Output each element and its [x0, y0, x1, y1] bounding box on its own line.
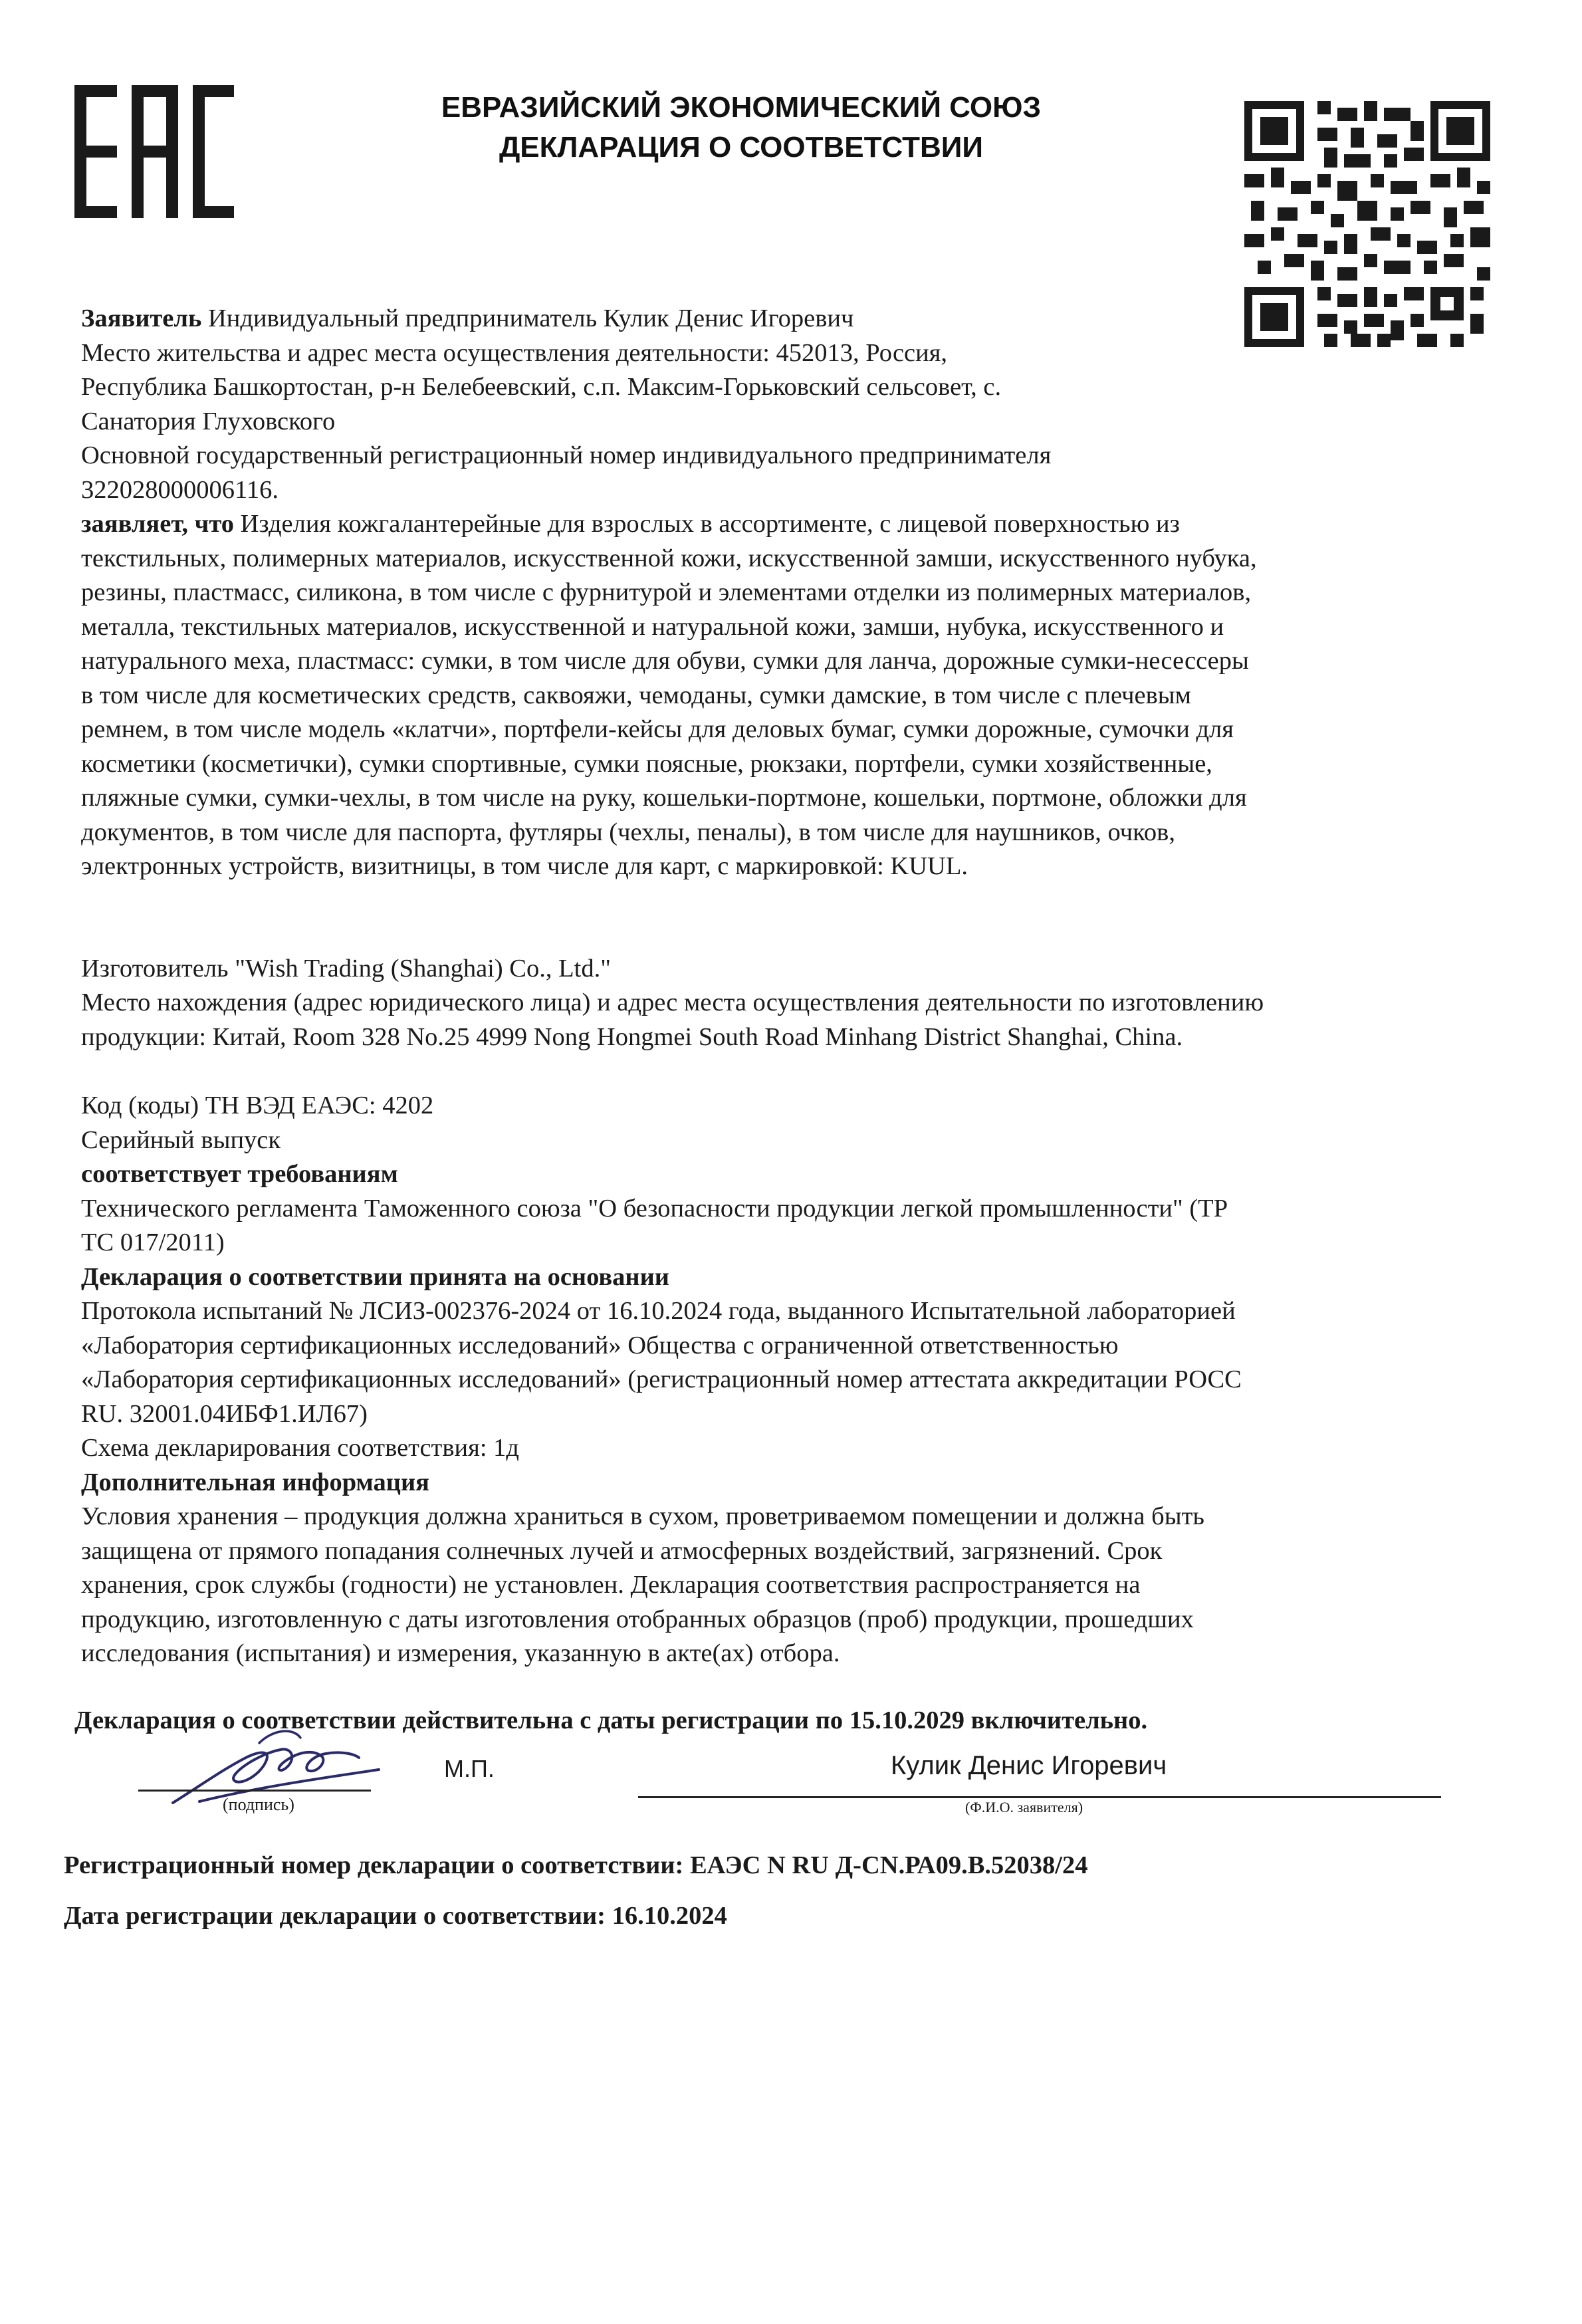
name-underline: [638, 1796, 1441, 1798]
product-l7: ремнем, в том числе модель «клатчи», портфели-кейсы для деловых бумаг, сумки дорожные, сумочки для: [81, 715, 1234, 743]
product-l6: в том числе для косметических средств, саквояжи, чемоданы, сумки дамские, в том числе с плечевым: [81, 681, 1192, 709]
declares-line: [81, 507, 1504, 542]
registration-date: Дата регистрации декларации о соответствии: 16.10.2024: [64, 1902, 727, 1930]
manufacturer-l1: Изготовитель "Wish Trading (Shanghai) Co., Ltd.": [81, 954, 611, 983]
applicant-address-l2: Республика Башкортостан, р-н Белебеевский, с.п. Максим-Горьковский сельсовет, с.: [81, 373, 1002, 401]
product-l3: резины, пластмасс, силикона, в том числе с фурнитурой и элементами отделки из полимерных материалов,: [81, 578, 1252, 606]
declaration-scheme: Схема декларирования соответствия: 1д: [81, 1434, 520, 1462]
product-l8: косметики (косметички), сумки спортивные, сумки поясные, рюкзаки, портфели, сумки хозяйственные,: [81, 749, 1212, 778]
complies-label: соответствует требованиям: [81, 1160, 398, 1188]
additional-l2: защищена от прямого попадания солнечных лучей и атмосферных воздействий, загрязнений. Срок: [81, 1536, 1163, 1565]
document-heading: [279, 88, 1203, 168]
additional-l3: хранения, срок службы (годности) не установлен. Декларация соответствия распространяется на: [81, 1571, 1141, 1599]
regulation-l2: ТС 017/2011): [81, 1228, 225, 1256]
validity-statement: Декларация о соответствии действительна с даты регистрации по 15.10.2029 включительно.: [74, 1706, 1148, 1734]
product-l10: документов, в том числе для паспорта, футляры (чехлы, пеналы), в том числе для наушников, очков,: [81, 818, 1175, 846]
applicant-address-l3: Санатория Глуховского: [81, 407, 336, 435]
declares-label: заявляет, что: [81, 510, 234, 538]
declaration-body: [81, 302, 1504, 1671]
stamp-place-label: М.П.: [444, 1755, 495, 1782]
signature-block: [0, 1736, 1582, 1829]
regulation-l1: Технического регламента Таможенного союза "О безопасности продукции легкой промышленности" (ТР: [81, 1194, 1228, 1222]
product-l9: пляжные сумки, сумки-чехлы, в том числе на руку, кошельки-портмоне, кошельки, портмоне, обложки для: [81, 784, 1247, 812]
name-caption: (Ф.И.О. заявителя): [965, 1799, 1083, 1815]
applicant-label: Заявитель: [81, 304, 202, 332]
basis-l1: Протокола испытаний № ЛСИЗ-002376-2024 от 16.10.2024 года, выданного Испытательной лабораторией: [81, 1297, 1236, 1325]
basis-label: Декларация о соответствии принята на основании: [81, 1262, 669, 1291]
heading-declaration: ДЕКЛАРАЦИЯ О СООТВЕТСТВИИ: [499, 131, 984, 164]
basis-l2: «Лаборатория сертификационных исследований» Общества с ограниченной ответственностью: [81, 1331, 1119, 1359]
applicant-ogrn-l1: Основной государственный регистрационный номер индивидуального предпринимателя: [81, 441, 1052, 469]
additional-l4: продукцию, изготовленную с даты изготовления отобранных образцов (проб) продукции, прошедших: [81, 1605, 1194, 1633]
manufacturer-l2: Место нахождения (адрес юридического лица) и адрес места осуществления деятельности по изготовлению: [81, 988, 1264, 1016]
heading-union: ЕВРАЗИЙСКИЙ ЭКОНОМИЧЕСКИЙ СОЮЗ: [441, 91, 1042, 124]
product-l5: натурального меха, пластмасс: сумки, в том числе для обуви, сумки для ланча, дорожные сумки-несессеры: [81, 647, 1249, 675]
declares-l1: Изделия кожгалантерейные для взрослых в ассортименте, с лицевой поверхностью из: [234, 510, 1180, 538]
product-l2: текстильных, полимерных материалов, искусственной кожи, искусственной замши, искусственного нубука,: [81, 544, 1257, 572]
additional-label: Дополнительная информация: [81, 1468, 429, 1496]
applicant-name: Индивидуальный предприниматель Кулик Денис Игоревич: [201, 304, 854, 332]
signature-caption: (подпись): [223, 1795, 294, 1814]
eac-logo-icon: [74, 85, 234, 218]
basis-l3: «Лаборатория сертификационных исследований» (регистрационный номер аттестата аккредитации РОСС: [81, 1365, 1242, 1393]
basis-l4: RU. 32001.04ИБФ1.ИЛ67): [81, 1399, 368, 1428]
manufacturer-l3: продукции: Китай, Room 328 No.25 4999 Nong Hongmei South Road Minhang District Shanghai, China.: [81, 1022, 1183, 1051]
registration-number: Регистрационный номер декларации о соответствии: ЕАЭС N RU Д-CN.РА09.В.52038/24: [64, 1851, 1088, 1879]
signature-underline: [138, 1790, 371, 1792]
applicant-ogrn-l2: 322028000006116.: [81, 475, 279, 504]
applicant-line: [81, 302, 1504, 336]
applicant-address-l1: Место жительства и адрес места осуществления деятельности: 452013, Россия,: [81, 338, 948, 367]
additional-l1: Условия хранения – продукция должна храниться в сухом, проветриваемом помещении и должна быть: [81, 1502, 1204, 1530]
signature-icon: [160, 1723, 439, 1823]
tnved-code: Код (коды) ТН ВЭД ЕАЭС: 4202: [81, 1092, 434, 1119]
signer-name: Кулик Денис Игоревич: [891, 1751, 1167, 1780]
serial-release: Серийный выпуск: [81, 1125, 281, 1154]
product-l4: металла, текстильных материалов, искусственной и натуральной кожи, замши, нубука, искусственного и: [81, 612, 1224, 641]
additional-l5: исследования (испытания) и измерения, указанную в акте(ах) отбора.: [81, 1639, 840, 1667]
product-l11: электронных устройств, визитницы, в том числе для карт, с маркировкой: KUUL.: [81, 852, 968, 880]
